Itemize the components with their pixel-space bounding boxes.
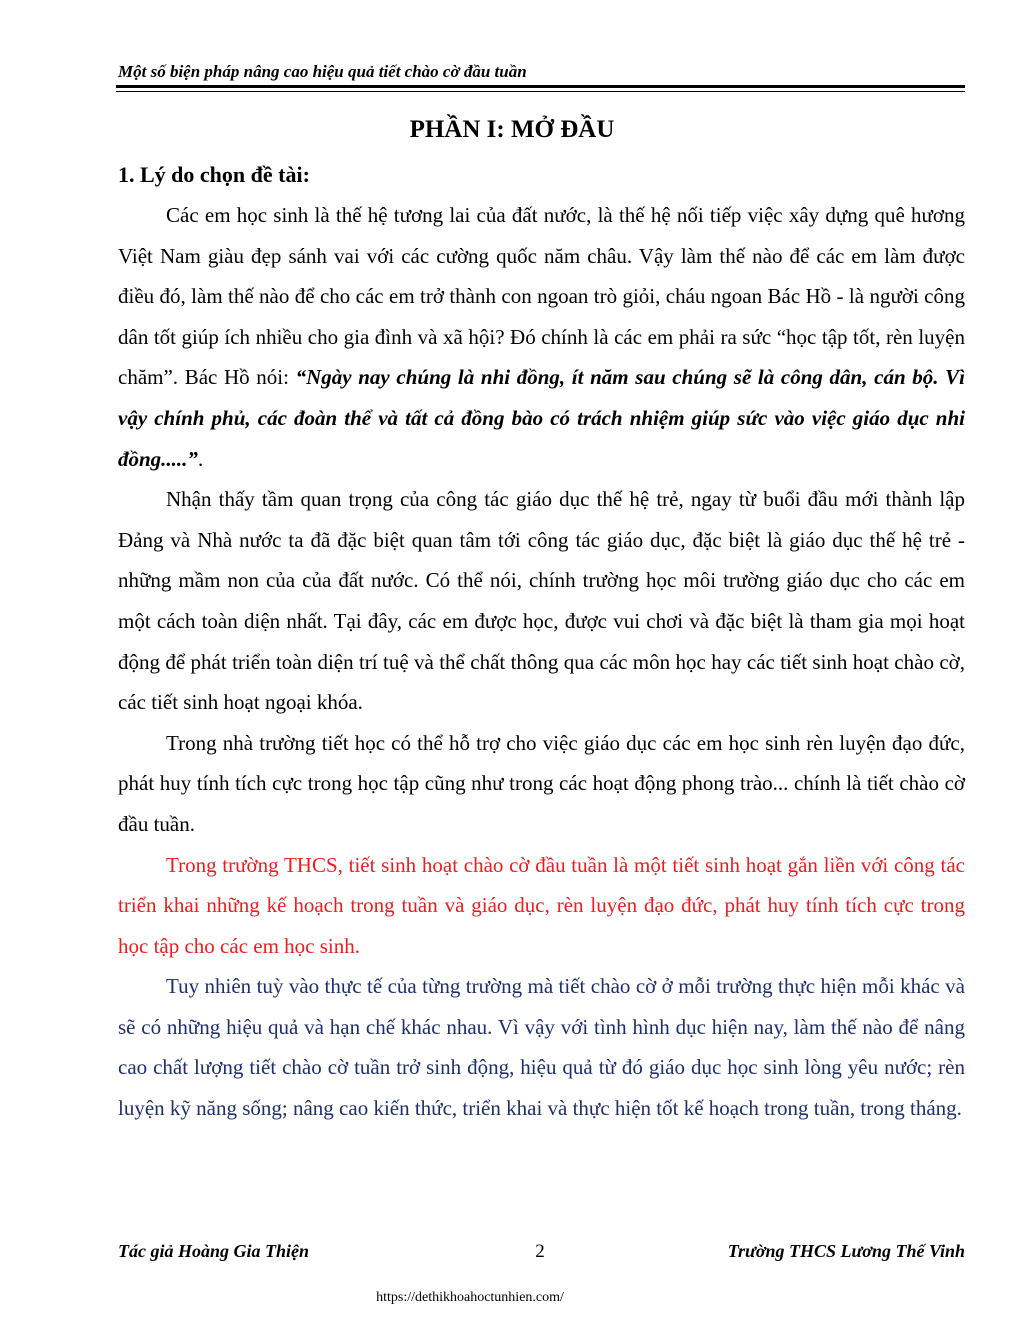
section-heading: 1. Lý do chọn đề tài: bbox=[118, 162, 310, 187]
page-title: PHẦN I: MỞ ĐẦU bbox=[409, 116, 615, 143]
footer-school: Trường THCS Lương Thế Vinh bbox=[727, 1241, 965, 1261]
header-rule-thick bbox=[116, 85, 965, 88]
paragraph-4-highlight-red: Trong trường THCS, tiết sinh hoạt chào cờ đầu tuần là một tiết sinh hoạt gắn liền với công tác triển khai những kế hoạch trong tuần và giáo dục, rèn luyện đạo đức, phát huy tính tích cực trong học tập cho các em học sinh. bbox=[118, 852, 965, 958]
source-url[interactable]: https://dethikhoahoctunhien.com/ bbox=[376, 1290, 564, 1305]
footer-author: Tác giả Hoàng Gia Thiện bbox=[118, 1241, 310, 1261]
paragraph-5-highlight-blue: Tuy nhiên tuỳ vào thực tế của từng trường mà tiết chào cờ ở mỗi trường thực hiện mỗi khác và sẽ có những hiệu quả và hạn chế khác nhau. Vì vậy với tình hình dục hiện nay, làm thế nào để nâng cao chất lượng tiết chào cờ tuần trở sinh động, hiệu quả từ đó giáo dục học sinh lòng yêu nước; rèn luyện kỹ năng sống; nâng cao kiến thức, triển khai và thực hiện tốt kế hoạch trong tuần, trong tháng. bbox=[118, 974, 965, 1121]
header-rule-thin bbox=[116, 91, 965, 92]
paragraph-3: Trong nhà trường tiết học có thể hỗ trợ cho việc giáo dục các em học sinh rèn luyện đạo đức, phát huy tính tích cực trong học tập cũng như trong các hoạt động phong trào... chính là tiết chào cờ đầu tuần. bbox=[118, 730, 965, 836]
ho-chi-minh-quote: “Ngày nay chúng là nhi đồng, ít năm sau chúng sẽ là công dân, cán bộ. Vì vậy chính phủ, các đoàn thể và tất cả đồng bào có trách nhiệm giúp sức vào việc giáo dục nhi đồng.....” bbox=[118, 365, 966, 471]
paragraph-1-end: . bbox=[197, 446, 204, 471]
document-body bbox=[118, 195, 965, 1129]
paragraph-1 bbox=[118, 195, 965, 479]
running-header: Một số biện pháp nâng cao hiệu quả tiết chào cờ đầu tuần bbox=[118, 62, 527, 81]
paragraph-2: Nhận thấy tầm quan trọng của công tác giáo dục thế hệ trẻ, ngay từ buổi đầu mới thành lập Đảng và Nhà nước ta đã đặc biệt quan tâm tới công tác giáo dục, đặc biệt là giáo dục thế hệ trẻ - những mầm non của của đất nước. Có thể nói, chính trường học môi trường giáo dục cho các em một cách toàn diện nhất. Tại đây, các em được học, được vui chơi và đặc biệt là tham gia mọi hoạt động để phát triển toàn diện trí tuệ và thể chất thông qua các môn học hay các tiết sinh hoạt chào cờ, các tiết sinh hoạt ngoại khóa. bbox=[118, 487, 965, 715]
page-number: 2 bbox=[535, 1241, 545, 1262]
paragraph-1-text: Các em học sinh là thế hệ tương lai của đất nước, là thế hệ nối tiếp việc xây dựng quê hương Việt Nam giàu đẹp sánh vai với các cường quốc năm châu. Vậy làm thế nào để các em làm được điều đó, làm thế nào để cho các em trở thành con ngoan trò giỏi, cháu ngoan Bác Hồ - là người công dân tốt giúp ích nhiều cho gia đình và xã hội? Đó chính là các em phải ra sức “học tập tốt, rèn luyện chăm”. Bác Hồ nói: bbox=[118, 203, 965, 390]
